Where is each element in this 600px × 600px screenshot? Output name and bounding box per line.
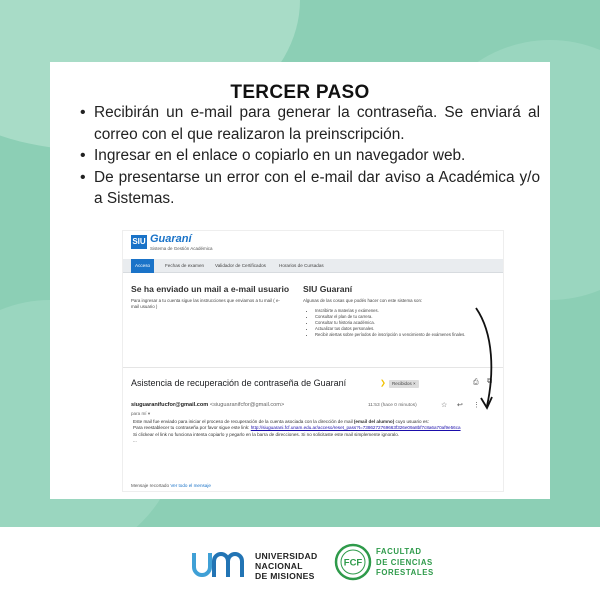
siu-nav — [123, 259, 504, 273]
list-item: • Actualizar tus datos personales. — [315, 326, 489, 332]
content-card — [50, 62, 550, 499]
logo-footer — [0, 527, 600, 600]
reset-link[interactable]: http://siuguarani.fcf.unam.edu.ar/acceso/reset_pass?t=7386272769663f326e09a8bf7c8a6a70af9e56ca — [250, 425, 461, 431]
instruction-item: • Recibirán un e-mail para generar la contraseña. Se enviará al correo con el que realizaron la preinscripción. — [80, 102, 540, 145]
instruction-item: • Ingresar en el enlace o copiarlo en un navegador web. — [80, 145, 540, 167]
body-line: Este mail fue enviado para iniciar el proceso de recuperación de la cuenta asociada con la dirección de mail — [133, 419, 353, 424]
trimmed-label: Mensaje recortado — [131, 483, 170, 488]
faculty-line: FORESTALES — [376, 568, 434, 577]
arrow-icon — [472, 304, 502, 414]
nav-fechas[interactable]: Fechas de examen — [165, 263, 205, 268]
fcf-logo-icon — [334, 543, 372, 581]
university-line: UNIVERSIDAD — [255, 551, 318, 561]
faculty-name — [376, 547, 434, 579]
sent-text: Para ingresar a tu cuenta sigue las instrucciones que enviamos a tu mail ( e-mail usuario ) — [131, 298, 280, 309]
list-item: • Recibir alertas sobre períodos de inscripción o vencimiento de exámenes finales. — [315, 332, 489, 338]
body-ellipsis: ... — [133, 437, 137, 443]
sender — [131, 402, 284, 408]
siu-logo-subtitle: Sistema de Gestión Académica — [150, 246, 213, 251]
importance-icon: ❯ — [380, 380, 386, 387]
sent-heading: Se ha enviado un mail a e-mail usuario — [131, 284, 290, 294]
screenshot-panel — [122, 230, 504, 492]
unam-logo-icon — [190, 549, 248, 579]
slide-title: TERCER PASO — [230, 82, 370, 103]
email-time: 11:53 (hace 0 minutos) — [368, 403, 417, 408]
university-line: DE MISIONES — [255, 571, 315, 581]
sender-name: siuguaranifucfor@gmail.com — [131, 402, 209, 408]
divider — [123, 367, 504, 368]
recipient[interactable]: para mí ▾ — [131, 411, 151, 416]
print-icon[interactable]: ⎙ — [473, 379, 479, 386]
siu-header — [123, 231, 504, 259]
more-icon[interactable]: ⋮ — [473, 402, 480, 409]
faculty-line: FACULTAD — [376, 547, 422, 556]
instruction-list — [80, 102, 540, 210]
university-name — [255, 551, 318, 581]
siu-heading: SIU Guaraní — [303, 284, 353, 294]
list-item: • Inscribirte a materias y exámenes. — [315, 308, 489, 314]
body-line: cuyo usuario es: — [395, 419, 429, 424]
inbox-label[interactable]: Recibidos × — [389, 380, 419, 388]
body-line: Para reestablecer tu contraseña por favor sigue este link: — [133, 425, 250, 431]
instruction-item: • De presentarse un error con el e-mail dar aviso a Académica y/o a Sistemas. — [80, 167, 540, 210]
open-new-window-icon[interactable]: ⧉ — [487, 378, 492, 385]
sender-address: <siuguaranifcfor@gmail.com> — [209, 402, 285, 408]
siu-text: Algunas de las cosas que podés hacer con este sistema son: — [303, 298, 423, 303]
faculty-line: DE CIENCIAS — [376, 557, 433, 567]
email-subject: Asistencia de recuperación de contraseña de Guaraní — [131, 378, 347, 388]
view-full-link[interactable]: Ver todo el mensaje — [170, 483, 211, 488]
body-line: Si clickear el link no funciona intenta copiarlo y pegarlo en la barra de direcciones. Si no solicitaste este mail simplemente ignoralo. — [133, 431, 400, 437]
reply-icon[interactable]: ↩ — [457, 402, 463, 409]
siu-logo-name: Guaraní — [150, 233, 192, 245]
nav-acceso[interactable]: Acceso — [131, 259, 154, 273]
email-placeholder: (email del alumno) — [353, 419, 395, 424]
fcf-mark-text: FCF — [343, 557, 363, 569]
siu-feature-list — [309, 308, 489, 338]
nav-validador[interactable]: Validador de Certificados — [215, 263, 266, 268]
trimmed-notice — [131, 483, 211, 488]
email-body — [133, 419, 495, 444]
star-icon[interactable]: ☆ — [441, 402, 448, 409]
nav-horarios[interactable]: Horarios de Cursadas — [279, 263, 324, 268]
university-line: NACIONAL — [255, 561, 303, 571]
list-item: • Consultar tu historia académica. — [315, 320, 489, 326]
siu-logo-box: SIU — [131, 235, 147, 249]
list-item: • Consultar el plan de tu carrera. — [315, 314, 489, 320]
